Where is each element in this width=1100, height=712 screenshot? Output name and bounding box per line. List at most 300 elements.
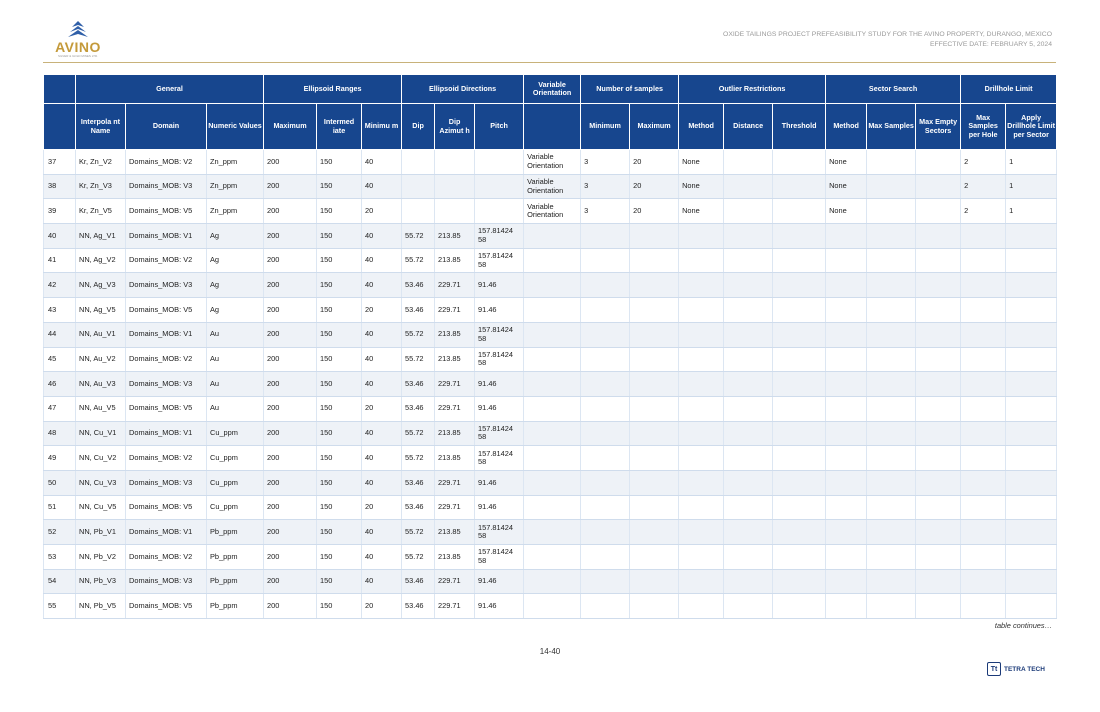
table-cell (826, 322, 867, 347)
table-cell (724, 421, 773, 446)
table-cell (581, 421, 630, 446)
table-cell (961, 545, 1006, 570)
table-cell (867, 248, 916, 273)
table-cell: 91.46 (475, 396, 524, 421)
table-cell: 150 (317, 150, 362, 175)
table-cell (867, 273, 916, 298)
table-cell (724, 273, 773, 298)
table-cell: 40 (362, 470, 402, 495)
table-cell (773, 150, 826, 175)
table-cell (524, 594, 581, 619)
table-cell (724, 199, 773, 224)
table-cell (773, 298, 826, 323)
table-cell (679, 322, 724, 347)
table-cell: 157.81424 58 (475, 248, 524, 273)
table-cell: 40 (362, 421, 402, 446)
table-cell: Domains_MOB: V1 (126, 421, 207, 446)
header-title: OXIDE TAILINGS PROJECT PREFEASIBILITY STUDY FOR THE AVINO PROPERTY, DURANGO, MEXICO (723, 31, 1052, 38)
table-cell (916, 372, 961, 397)
table-cell: Kr, Zn_V5 (76, 199, 126, 224)
table-cell (916, 569, 961, 594)
table-cell: Domains_MOB: V3 (126, 372, 207, 397)
table-cell: None (679, 150, 724, 175)
table-cell (826, 446, 867, 471)
table-cell (402, 174, 435, 199)
table-cell: 40 (362, 248, 402, 273)
table-cell (524, 322, 581, 347)
table-cell: 2 (961, 174, 1006, 199)
table-cell (724, 520, 773, 545)
table-cell: 55.72 (402, 520, 435, 545)
table-cell: 229.71 (435, 495, 475, 520)
table-cell: 229.71 (435, 372, 475, 397)
table-cell (1006, 520, 1057, 545)
table-cell (916, 273, 961, 298)
table-cell (630, 347, 679, 372)
table-cell: 200 (264, 396, 317, 421)
table-cell (724, 224, 773, 249)
table-cell: NN, Pb_V3 (76, 569, 126, 594)
avino-logo (48, 20, 108, 60)
table-cell (581, 322, 630, 347)
table-cell: Domains_MOB: V2 (126, 150, 207, 175)
table-cell (524, 372, 581, 397)
table-row (44, 446, 1057, 471)
table-cell: 55.72 (402, 248, 435, 273)
table-cell: 53.46 (402, 372, 435, 397)
table-cell (961, 520, 1006, 545)
table-cell (581, 273, 630, 298)
table-cell (1006, 273, 1057, 298)
table-cell: 200 (264, 372, 317, 397)
table-cell: 1 (1006, 199, 1057, 224)
table-cell (826, 495, 867, 520)
table-cell (435, 199, 475, 224)
table-cell: None (679, 174, 724, 199)
table-cell (524, 224, 581, 249)
table-cell: 200 (264, 199, 317, 224)
group-header-drillhole-limit: Drillhole Limit (961, 75, 1057, 104)
column-header: Max Samples per Hole (961, 104, 1006, 150)
parameter-table (43, 74, 1057, 619)
table-cell: Domains_MOB: V1 (126, 322, 207, 347)
table-cell: 200 (264, 224, 317, 249)
table-cell: 150 (317, 446, 362, 471)
table-cell (773, 545, 826, 570)
table-cell (826, 273, 867, 298)
table-cell (524, 470, 581, 495)
table-cell (581, 470, 630, 495)
group-header-sector-search: Sector Search (826, 75, 961, 104)
table-cell: Domains_MOB: V3 (126, 174, 207, 199)
table-cell (773, 470, 826, 495)
table-cell (581, 545, 630, 570)
table-cell: NN, Pb_V5 (76, 594, 126, 619)
table-cell: Domains_MOB: V3 (126, 569, 207, 594)
table-cell: 200 (264, 495, 317, 520)
table-cell (773, 495, 826, 520)
table-cell (773, 322, 826, 347)
table-cell (867, 470, 916, 495)
table-cell: Variable Orientation (524, 174, 581, 199)
table-cell: 213.85 (435, 347, 475, 372)
table-cell: 55.72 (402, 545, 435, 570)
table-cell: 229.71 (435, 298, 475, 323)
table-cell (916, 347, 961, 372)
table-cell (524, 446, 581, 471)
table-cell: Domains_MOB: V5 (126, 396, 207, 421)
table-cell (961, 347, 1006, 372)
table-cell: 150 (317, 224, 362, 249)
table-cell: Ag (207, 298, 264, 323)
table-cell (475, 174, 524, 199)
table-cell: NN, Au_V1 (76, 322, 126, 347)
table-cell (679, 495, 724, 520)
table-cell: 1 (1006, 150, 1057, 175)
table-cell (1006, 470, 1057, 495)
table-cell: 200 (264, 520, 317, 545)
table-cell (630, 273, 679, 298)
table-cell: Au (207, 322, 264, 347)
table-cell: Ag (207, 248, 264, 273)
table-cell (435, 150, 475, 175)
table-row (44, 273, 1057, 298)
table-cell (961, 248, 1006, 273)
table-cell: Domains_MOB: V3 (126, 273, 207, 298)
table-cell (630, 421, 679, 446)
group-header-number-of-samples: Number of samples (581, 75, 679, 104)
table-cell (475, 199, 524, 224)
table-cell (524, 396, 581, 421)
table-cell (724, 495, 773, 520)
row-number-cell: 48 (44, 421, 76, 446)
table-cell: 150 (317, 322, 362, 347)
table-cell: 20 (362, 298, 402, 323)
table-cell: 53.46 (402, 470, 435, 495)
table-cell: 2 (961, 150, 1006, 175)
row-number-cell: 50 (44, 470, 76, 495)
table-cell (961, 396, 1006, 421)
table-cell: 53.46 (402, 569, 435, 594)
table-cell: 213.85 (435, 224, 475, 249)
table-cell (581, 569, 630, 594)
table-cell: NN, Cu_V5 (76, 495, 126, 520)
table-continues-note: table continues… (994, 621, 1052, 630)
table-cell (773, 396, 826, 421)
table-cell (826, 421, 867, 446)
table-row (44, 322, 1057, 347)
table-cell (961, 372, 1006, 397)
table-cell: 20 (362, 594, 402, 619)
table-cell: 20 (630, 150, 679, 175)
row-number-cell: 47 (44, 396, 76, 421)
table-cell: 200 (264, 298, 317, 323)
table-cell: 91.46 (475, 298, 524, 323)
table-body (44, 150, 1057, 619)
table-row (44, 298, 1057, 323)
table-row (44, 199, 1057, 224)
table-cell (679, 248, 724, 273)
table-cell: 150 (317, 347, 362, 372)
table-cell: 40 (362, 224, 402, 249)
table-cell: 200 (264, 594, 317, 619)
table-cell: None (679, 199, 724, 224)
table-cell: 1 (1006, 174, 1057, 199)
table-cell: 40 (362, 372, 402, 397)
row-number-cell: 45 (44, 347, 76, 372)
table-cell (916, 495, 961, 520)
header-divider (43, 62, 1056, 63)
table-cell (826, 298, 867, 323)
table-cell (724, 347, 773, 372)
table-cell (1006, 298, 1057, 323)
table-cell (916, 298, 961, 323)
table-cell (524, 421, 581, 446)
table-cell: NN, Cu_V1 (76, 421, 126, 446)
table-cell: 150 (317, 594, 362, 619)
table-cell: 3 (581, 150, 630, 175)
table-cell (961, 495, 1006, 520)
table-cell: 150 (317, 421, 362, 446)
table-cell (679, 396, 724, 421)
table-cell (867, 545, 916, 570)
table-cell: 213.85 (435, 520, 475, 545)
table-cell (826, 470, 867, 495)
table-cell: NN, Ag_V3 (76, 273, 126, 298)
table-cell: NN, Cu_V2 (76, 446, 126, 471)
table-cell (826, 224, 867, 249)
table-cell (630, 470, 679, 495)
table-cell (773, 174, 826, 199)
table-cell (630, 495, 679, 520)
table-row (44, 224, 1057, 249)
table-row (44, 569, 1057, 594)
table-cell: Domains_MOB: V3 (126, 470, 207, 495)
table-cell (630, 248, 679, 273)
table-cell: 157.81424 58 (475, 545, 524, 570)
table-cell: 20 (362, 199, 402, 224)
table-cell: 53.46 (402, 273, 435, 298)
table-cell: 53.46 (402, 594, 435, 619)
table-cell (724, 322, 773, 347)
table-cell: Cu_ppm (207, 495, 264, 520)
table-cell (581, 520, 630, 545)
table-cell (524, 347, 581, 372)
table-cell: 200 (264, 545, 317, 570)
table-cell (679, 470, 724, 495)
group-header-outlier-restrictions: Outlier Restrictions (679, 75, 826, 104)
table-cell (679, 347, 724, 372)
table-cell: 150 (317, 545, 362, 570)
table-cell (773, 372, 826, 397)
table-cell: 150 (317, 273, 362, 298)
column-header (524, 104, 581, 150)
table-cell: 20 (362, 495, 402, 520)
table-cell (679, 298, 724, 323)
row-number-cell: 51 (44, 495, 76, 520)
column-header: Minimum (581, 104, 630, 150)
table-cell (961, 446, 1006, 471)
table-cell (867, 199, 916, 224)
page-number: 14-40 (539, 647, 561, 656)
table-cell (916, 174, 961, 199)
table-cell (581, 594, 630, 619)
column-header: Dip Azimut h (435, 104, 475, 150)
table-cell: 150 (317, 248, 362, 273)
table-cell: 40 (362, 322, 402, 347)
table-cell: Pb_ppm (207, 520, 264, 545)
table-cell (581, 298, 630, 323)
table-cell (630, 446, 679, 471)
column-header: Numeric Values (207, 104, 264, 150)
table-cell (402, 150, 435, 175)
table-cell (630, 372, 679, 397)
logo-subtext: SILVER & GOLD MINES LTD. (57, 54, 99, 58)
table-cell (961, 273, 1006, 298)
table-cell (916, 545, 961, 570)
table-cell (826, 347, 867, 372)
table-cell: Pb_ppm (207, 569, 264, 594)
table-cell: 200 (264, 248, 317, 273)
table-cell (581, 396, 630, 421)
table-row (44, 347, 1057, 372)
table-cell: Domains_MOB: V2 (126, 446, 207, 471)
table-cell: 150 (317, 174, 362, 199)
table-cell (916, 248, 961, 273)
table-cell: 200 (264, 470, 317, 495)
table-cell (524, 495, 581, 520)
table-cell (1006, 594, 1057, 619)
table-cell (581, 224, 630, 249)
table-cell: 91.46 (475, 273, 524, 298)
table-cell (961, 298, 1006, 323)
tetra-tech-logo (987, 661, 1045, 677)
table-cell: 200 (264, 273, 317, 298)
table-cell: NN, Ag_V1 (76, 224, 126, 249)
table-row (44, 396, 1057, 421)
table-cell: 3 (581, 199, 630, 224)
table-cell: Zn_ppm (207, 174, 264, 199)
table-cell (867, 174, 916, 199)
table-cell (724, 372, 773, 397)
table-cell: 55.72 (402, 322, 435, 347)
table-cell (1006, 495, 1057, 520)
table-cell: NN, Pb_V2 (76, 545, 126, 570)
table-cell (773, 569, 826, 594)
table-cell: 40 (362, 150, 402, 175)
table-cell: Ag (207, 273, 264, 298)
table-cell: Domains_MOB: V5 (126, 199, 207, 224)
table-row (44, 372, 1057, 397)
table-cell (679, 446, 724, 471)
table-cell (581, 372, 630, 397)
column-header: Method (679, 104, 724, 150)
table-cell (630, 520, 679, 545)
table-cell: Domains_MOB: V5 (126, 298, 207, 323)
table-cell: 91.46 (475, 495, 524, 520)
table-cell: 200 (264, 174, 317, 199)
table-cell: 229.71 (435, 569, 475, 594)
table-cell: Domains_MOB: V2 (126, 248, 207, 273)
table-cell: 150 (317, 199, 362, 224)
table-cell (1006, 421, 1057, 446)
table-cell: Domains_MOB: V2 (126, 347, 207, 372)
column-header: Max Samples (867, 104, 916, 150)
table-cell: Zn_ppm (207, 150, 264, 175)
group-header-ellipsoid-directions: Ellipsoid Directions (402, 75, 524, 104)
table-cell (581, 495, 630, 520)
table-cell: Domains_MOB: V1 (126, 520, 207, 545)
column-header: Dip (402, 104, 435, 150)
table-cell (630, 545, 679, 570)
table-cell: 229.71 (435, 470, 475, 495)
table-cell: Pb_ppm (207, 545, 264, 570)
table-cell: Domains_MOB: V2 (126, 545, 207, 570)
table-cell: 157.81424 58 (475, 520, 524, 545)
table-cell (961, 421, 1006, 446)
table-cell: Kr, Zn_V3 (76, 174, 126, 199)
table-cell: NN, Ag_V2 (76, 248, 126, 273)
table-cell (1006, 446, 1057, 471)
column-header: Minimu m (362, 104, 402, 150)
table-cell: Domains_MOB: V1 (126, 224, 207, 249)
row-number-cell: 46 (44, 372, 76, 397)
logo-text: AVINO (55, 39, 101, 55)
table-cell (961, 470, 1006, 495)
table-cell: 91.46 (475, 594, 524, 619)
row-number-cell: 49 (44, 446, 76, 471)
table-cell (1006, 372, 1057, 397)
table-cell (867, 347, 916, 372)
table-cell: 55.72 (402, 224, 435, 249)
table-cell: 3 (581, 174, 630, 199)
table-cell (773, 594, 826, 619)
table-cell: 20 (630, 174, 679, 199)
table-cell (916, 224, 961, 249)
table-cell: 157.81424 58 (475, 421, 524, 446)
table-cell: 150 (317, 495, 362, 520)
table-cell (724, 545, 773, 570)
table-cell (724, 594, 773, 619)
table-cell: Au (207, 372, 264, 397)
table-cell (867, 594, 916, 619)
table-cell: 53.46 (402, 298, 435, 323)
table-row (44, 545, 1057, 570)
tetra-tech-name: TETRA TECH (1004, 665, 1045, 673)
tetra-tech-mark: Tt (987, 662, 1001, 676)
table-cell (916, 446, 961, 471)
group-header-ellipsoid-ranges: Ellipsoid Ranges (264, 75, 402, 104)
table-cell: Kr, Zn_V2 (76, 150, 126, 175)
table-cell (916, 322, 961, 347)
table-cell: 40 (362, 174, 402, 199)
table-cell: Cu_ppm (207, 446, 264, 471)
row-number-cell: 41 (44, 248, 76, 273)
table-cell: 91.46 (475, 372, 524, 397)
table-cell: 55.72 (402, 347, 435, 372)
table-cell (916, 470, 961, 495)
row-number-cell: 39 (44, 199, 76, 224)
table-cell: Domains_MOB: V5 (126, 594, 207, 619)
table-row (44, 594, 1057, 619)
column-header: Apply Drillhole Limit per Sector (1006, 104, 1057, 150)
group-header-row (44, 75, 1057, 104)
table-row (44, 150, 1057, 175)
table-cell (773, 224, 826, 249)
table-cell (724, 569, 773, 594)
column-header: Pitch (475, 104, 524, 150)
table-cell: 213.85 (435, 421, 475, 446)
